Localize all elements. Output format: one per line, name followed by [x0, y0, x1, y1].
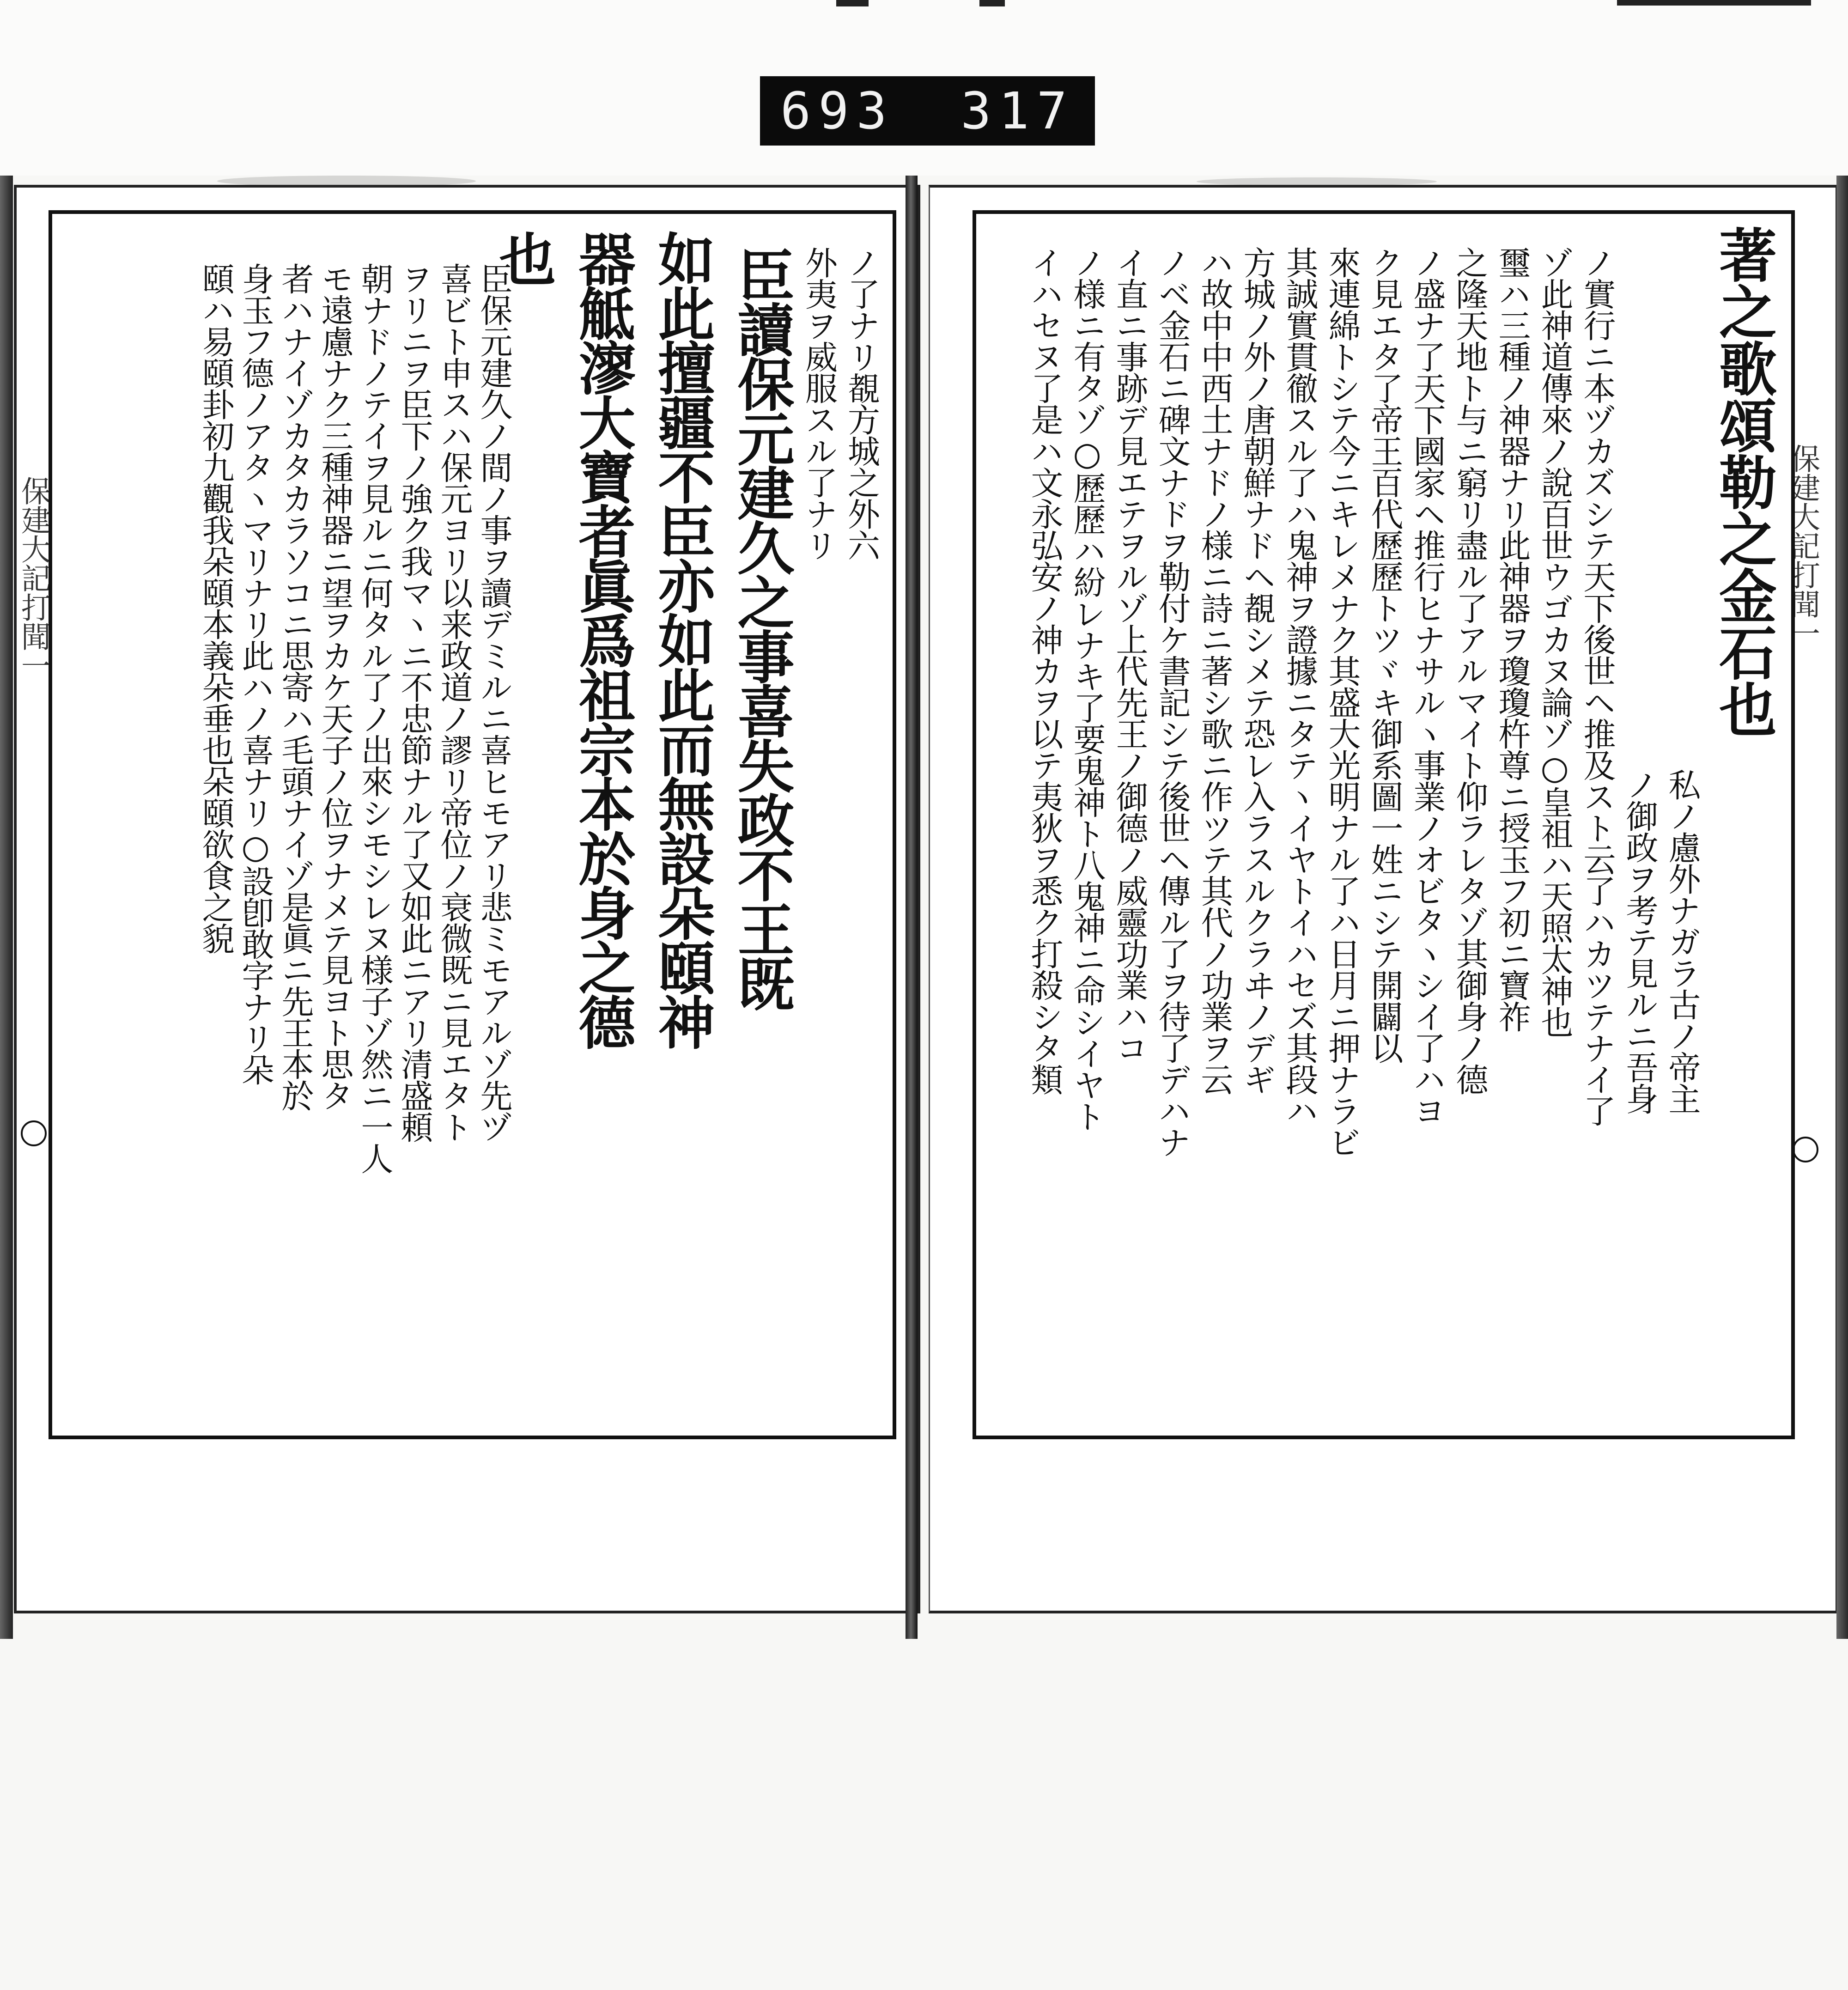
right-note-column-8: ク見エタ了帝王百代歷歷トツヾキ御系圖一姓ニシテ開闢以: [1366, 246, 1404, 1063]
left-main-column-3: 器觝㵳大寶者眞爲祖宗本於身之德: [569, 230, 636, 1048]
right-note-column-7: ノ盛ナ了天下國家ヘ推行ヒナサルヽ事業ノオビタヽシイ了ハヨ: [1408, 246, 1446, 1126]
book-spine: [906, 176, 918, 1639]
right-note-column-6: 之隆天地ト与ニ窮リ盡ル了アルマイト仰ラレタゾ其御身ノ德: [1451, 246, 1489, 1095]
left-note-column-top-1: ノ了ナリ覩方城之外六: [842, 246, 881, 560]
left-page-number: 693: [780, 81, 894, 140]
left-margin-title: 保建大記打聞一: [16, 476, 50, 680]
archive-number-label: [760, 76, 1095, 146]
left-note-column-1: 臣保元建久ノ間ノ事ヲ讀デミルニ喜ヒモアリ悲ミモアルゾ先ヅ: [475, 262, 513, 1142]
right-note-column-15: ノ様ニ有タゾ○歷歷ハ紛レナキ了要鬼神ト八鬼神ニ命シイヤト: [1068, 246, 1106, 1132]
right-note-column-13: ノベ金石ニ碑文ナドヲ勒付ケ書記シテ後世ヘ傳ル了ヲ待了デハナ: [1153, 246, 1191, 1157]
top-binding-fragment: [836, 0, 869, 6]
right-note-column-16: イハセヌ了是ハ文永弘安ノ神カヲ以テ夷狄ヲ悉ク打殺シタ類: [1026, 246, 1064, 1095]
right-note-column-12: ハ故中中西土ナドノ様ニ詩ニ著シ歌ニ作ツテ其代ノ功業ヲ云: [1196, 246, 1234, 1095]
right-heading-column: 著之歌頌勒之金石也: [1709, 225, 1777, 737]
right-note-column-10: 其誠實貫徹スル了ハ鬼神ヲ證據ニタテヽイヤトイハセズ其段ハ: [1281, 246, 1319, 1126]
left-note-column-6: 者ハナイゾカタカラソコニ思寄ハ毛頭ナイゾ是眞ニ先王本於: [276, 262, 314, 1111]
left-note-column-2: 喜ビト申スハ保元ヨリ以来政道ノ謬リ帝位ノ衰微既ニ見エタト: [435, 262, 473, 1142]
scan-smudge: [217, 176, 476, 187]
circle-marker: [21, 1120, 47, 1146]
left-note-column-top-2: 外夷ヲ威服スル了ナリ: [800, 246, 838, 560]
left-page-edge: [0, 176, 13, 1639]
left-note-column-7: 身玉フ德ノアタヽマリナリ此ハノ喜ナリ○設卽敢字ナリ朵: [237, 262, 274, 1085]
right-note-column-5: 璽ハ三種ノ神器ナリ此神器ヲ瓊瓊杵尊ニ授玉フ初ニ寶祚: [1493, 246, 1531, 1032]
top-edge-fragment: [1617, 0, 1811, 6]
right-note-column-9: 來連綿トシテ今ニキレメナク其盛大光明ナル了ハ日月ニ押ナラビ: [1323, 246, 1361, 1157]
circle-marker: [1793, 1137, 1818, 1162]
left-text-frame: [49, 210, 896, 1439]
right-note-column-2: ノ御政ヲ考テ見ルニ吾身: [1621, 768, 1659, 1114]
top-binding-fragment: [979, 0, 1005, 6]
right-note-column-4: ゾ此神道傳來ノ說百世ウゴカヌ論ゾ○皇祖ハ天照太神也: [1536, 246, 1574, 1037]
left-note-column-4: 朝ナドノテイヲ見ルニ何タル了ノ出來シモシレヌ様子ゾ然ニ一人: [356, 262, 394, 1174]
left-note-column-8: 頤ハ易頤卦初九觀我朵頤本義朵垂也朵頤欲食之貌: [197, 262, 235, 954]
right-page-number: 317: [960, 81, 1075, 140]
right-text-frame: [973, 210, 1795, 1439]
right-page-edge: [1836, 176, 1848, 1639]
left-main-column-2: 如此擅疆不臣亦如此而無設朵頤神: [648, 230, 715, 1048]
right-note-column-3: ノ實行ニ本ヅカズシテ天下後世ヘ推及スト云了ハカツテナイ了: [1578, 246, 1616, 1126]
right-margin-title: 保建大記打聞一: [1786, 444, 1820, 647]
right-note-column-1: 私ノ慮外ナガラ古ノ帝主: [1663, 768, 1701, 1114]
left-main-column-4: 也: [489, 230, 556, 285]
scan-smudge: [1197, 177, 1437, 186]
left-note-column-5: モ遠慮ナク三種神器ニ望ヲカケ天子ノ位ヲナメテ見ヨト思タ: [316, 262, 354, 1111]
right-note-column-11: 方城ノ外ノ唐朝鮮ナドヘ覩シメテ恐レ入ラスルクラヰノデギ: [1238, 246, 1276, 1095]
left-note-column-3: ヲリニヲ臣下ノ強ク我マヽニ不忠節ナル了又如此ニアリ清盛頼: [395, 262, 433, 1142]
left-main-column-1: 臣讀保元建久之事喜失政不王既: [728, 246, 795, 1010]
right-note-column-14: イ直ニ事跡デ見エテヲルゾ上代先王ノ御德ノ威靈功業ハコ: [1111, 246, 1149, 1063]
